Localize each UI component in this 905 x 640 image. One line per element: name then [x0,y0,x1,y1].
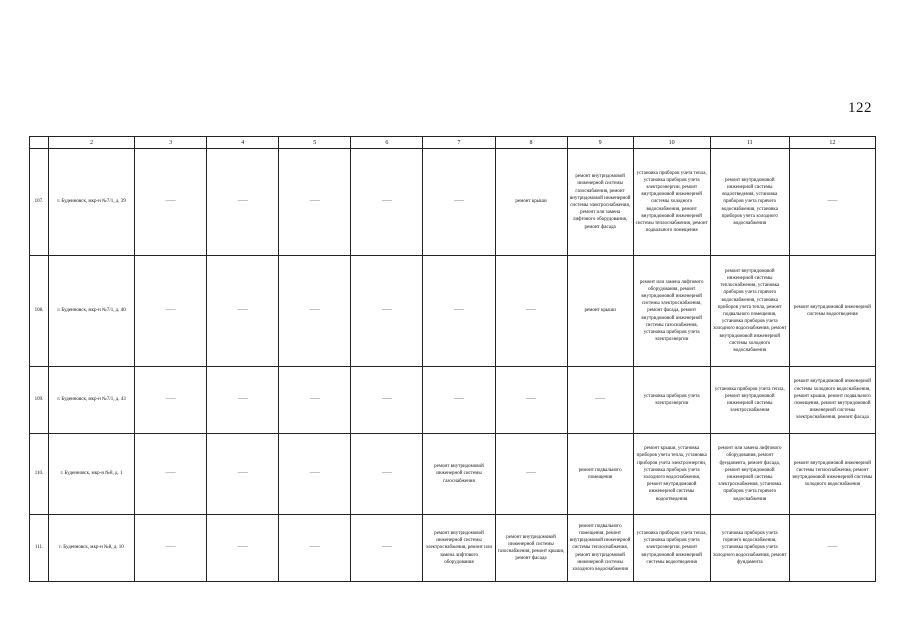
row-number: 108. [30,256,49,367]
address-cell: г. Буденновск, мкр-н №7/1, д. 39 [49,149,135,256]
table-cell: —— [351,367,423,434]
table-cell: —— [207,256,279,367]
table-cell: ремонт подвального помещения, ремонт внутридомовой инженерной системы теплоснабжения, ремонт внутридомовой инженерной системы холодного водоснабжения [567,515,633,582]
column-header: 9 [567,137,633,149]
table-cell: —— [789,515,875,582]
table-cell: ремонт внутридомовой инженерной системы теплоснабжения, ремонт внутридомовой инженерной системы холодного водоснабжения [789,434,875,515]
column-header: 5 [279,137,351,149]
table-cell: установка приборов учета тепла, установка приборов учета электроэнергии, ремонт внутридомовой инженерной системы холодного водоснабжения, ремонт внутридомовой инженерной системы теплоснабжения, ремонт подвального помещения [633,149,710,256]
table-cell: ремонт внутридомовой инженерной системы газоснабжения [423,434,495,515]
address-cell: г. Буденновск, мкр-н №8, д. 10 [49,515,135,582]
row-number: 111. [30,515,49,582]
table-cell: —— [423,256,495,367]
table-cell: —— [351,256,423,367]
column-header: 7 [423,137,495,149]
table-cell: —— [135,434,207,515]
table-cell: ремонт или замена лифтового оборудования, ремонт фундамента, ремонт фасада, ремонт внутридомовой инженерной системы электроснабжения, установка приборов учета горячего водоснабжения [710,434,789,515]
table-cell: установка приборов учета горячего водоснабжения, установка приборов учета холодного водоснабжения, ремонт фундамента [710,515,789,582]
page-number: 122 [848,100,872,116]
table-cell: —— [207,434,279,515]
column-header: 2 [49,137,135,149]
table-cell: установка приборов учета тепла, установка приборов учета электроэнергии, ремонт внутридомовой инженерной системы водоотведения [633,515,710,582]
table-cell: —— [279,149,351,256]
table-cell: —— [135,256,207,367]
table-cell: —— [495,256,567,367]
table-cell: —— [423,367,495,434]
table-cell: —— [279,367,351,434]
table-cell: ремонт или замена лифтового оборудования, ремонт внутридомовой инженерной системы электроснабжения, ремонт фасада, ремонт внутридомовой инженерной системы газоснабжения, установка приборов учета электроэнергии [633,256,710,367]
table-cell: —— [495,367,567,434]
column-header: 11 [710,137,789,149]
column-header: 8 [495,137,567,149]
table-row [30,515,876,582]
table-row [30,367,876,434]
row-number: 109. [30,367,49,434]
table-cell: —— [789,149,875,256]
table-row [30,149,876,256]
column-header: 3 [135,137,207,149]
table-cell: ремонт внутридомовой инженерной системы водоотведения [789,256,875,367]
address-cell: г. Буденновск, мкр-н №7/1, д. 40 [49,256,135,367]
table-cell: ремонт крыши [567,256,633,367]
table-cell: —— [279,256,351,367]
table-cell: ремонт подвального помещения [567,434,633,515]
table-row [30,256,876,367]
table-cell: ремонт внутридомовой инженерной системы теплоснабжения, установка приборов учета горячего водоснабжения, установка приборов учета тепла, ремонт подвального помещения, установка приборов учета холодного водоснабжения, ремонт внутридомовой инженерной системы холодного водоснабжения [710,256,789,367]
table-cell: —— [207,515,279,582]
row-number: 110. [30,434,49,515]
table-cell: —— [207,367,279,434]
table-cell: установка приборов учета электроэнергии [633,367,710,434]
table-cell: —— [279,515,351,582]
table-cell: —— [351,434,423,515]
column-number-row [30,137,876,149]
table-cell: —— [495,434,567,515]
row-number: 107. [30,149,49,256]
column-header: 6 [351,137,423,149]
address-cell: г. Буденновск, мкр-н №8, д. 1 [49,434,135,515]
table-row [30,434,876,515]
table-cell: —— [135,367,207,434]
table-cell: установка приборов учета тепла, ремонт внутридомовой инженерной системы электроснабжения [710,367,789,434]
table-cell: —— [567,367,633,434]
repair-schedule-table [29,136,876,582]
table-cell: ремонт крыши, установка приборов учета тепла, установка приборов учета электроэнергии, установка приборов учета холодного водоснабжения, ремонт внутридомовой инженерной системы водоотведения [633,434,710,515]
table-cell: —— [423,149,495,256]
table-cell: —— [351,515,423,582]
table-cell: —— [135,149,207,256]
column-header: 10 [633,137,710,149]
table-cell: ремонт внутридомовой инженерной системы газоснабжения, ремонт крыши, ремонт фасада [495,515,567,582]
table-cell: —— [351,149,423,256]
table-cell: —— [135,515,207,582]
column-header [30,137,49,149]
column-header: 4 [207,137,279,149]
table-cell: ремонт внутридомовой инженерной системы электроснабжения, ремонт или замена лифтового оборудования [423,515,495,582]
table-cell: —— [207,149,279,256]
column-header: 12 [789,137,875,149]
table-cell: ремонт внутридомовой инженерной системы газоснабжения, ремонт внутридомовой инженерной системы электроснабжения, ремонт или замена лифтового оборудования, ремонт фасада [567,149,633,256]
table-cell: —— [279,434,351,515]
table-cell: ремонт внутридомовой инженерной системы холодного водоснабжения, ремонт крыши, ремонт подвального помещения, ремонт внутридомовой инженерной системы электроснабжения, ремонт фасада [789,367,875,434]
table-cell: ремонт внутридомовой инженерной системы водоотведения, установка приборов учета горячего водоснабжения, установка приборов учета холодного водоснабжения [710,149,789,256]
table-cell: ремонт крыши [495,149,567,256]
address-cell: г. Буденновск, мкр-н №7/1, д. 43 [49,367,135,434]
